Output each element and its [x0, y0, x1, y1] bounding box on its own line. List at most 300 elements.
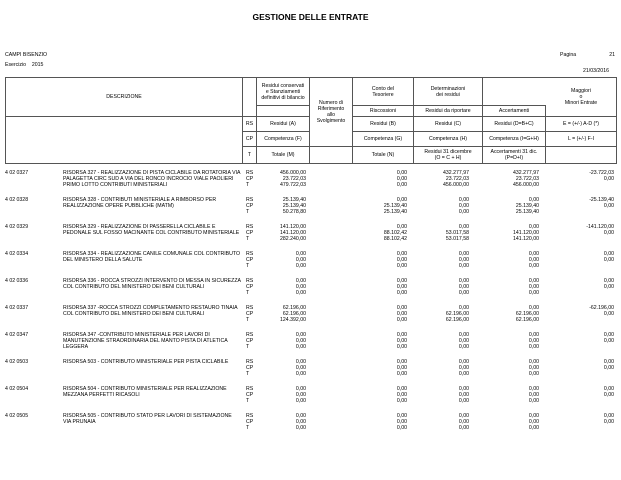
header-desc-space2 — [6, 132, 243, 147]
resource-code: 4 02 0329 — [5, 224, 29, 230]
amount-cell: 0,00 — [396, 391, 407, 398]
amount-cell: 0,00 — [396, 364, 407, 371]
maggiori-line: Maggiori — [571, 88, 591, 94]
row-type: RS — [246, 224, 254, 230]
amount-cell: 23.722,03 — [282, 175, 306, 182]
amount-cell: 0,00 — [458, 370, 469, 377]
value-column — [419, 198, 469, 215]
amount-cell — [564, 426, 614, 432]
value-column — [419, 225, 469, 242]
row-type: T — [246, 316, 250, 323]
header-residui-a: Residui (A) — [257, 117, 310, 132]
amount-cell: 0,00 — [396, 251, 407, 257]
residui-conservati-line: e Stanziamenti — [265, 88, 301, 95]
amount-cell: 0,00 — [528, 283, 539, 290]
amount-cell: 53.017,58 — [445, 235, 469, 242]
amount-cell: 62.196,00 — [515, 310, 539, 317]
value-column — [419, 279, 469, 296]
amount-cell — [564, 237, 614, 243]
value-column — [256, 414, 306, 431]
row-type: CP — [246, 418, 254, 425]
table-row — [5, 360, 616, 387]
value-column — [256, 225, 306, 242]
row-type: T — [246, 424, 250, 431]
resource-code: 4 02 0505 — [5, 413, 29, 419]
determinazioni-line: dei residui — [436, 91, 460, 98]
header-t: T — [243, 147, 257, 164]
row-type: T — [246, 397, 250, 404]
header-residui-c: Residui (C) — [414, 117, 483, 132]
row-type: RS — [246, 305, 254, 311]
row-type: T — [246, 181, 250, 188]
amount-cell: 0,00 — [458, 251, 469, 257]
header-rs: RS — [243, 117, 257, 132]
value-column — [256, 279, 306, 296]
row-type: CP — [246, 175, 254, 182]
amount-cell: 0,00 — [396, 289, 407, 296]
residui-31-line: (O = C + H) — [434, 155, 462, 161]
amount-cell: 0,00 — [458, 397, 469, 404]
amount-cell: 0,00 — [603, 359, 614, 365]
amount-cell: 0,00 — [458, 305, 469, 311]
resource-description: RISORSA 329 - REALIZZAZIONE DI PASSERELLA CICLABILE E PEDONALE SUL FOSSO MACINANTE COL CONTRIBUTO MINISTERIALE — [63, 224, 240, 236]
amount-cell: 0,00 — [603, 283, 614, 290]
header-e: E = (+/-) A-D (*) — [546, 117, 617, 132]
resource-description: RISORSA 503 - CONTRIBUTO MINISTERIALE PER PISTA CICLABILE — [63, 359, 229, 365]
amount-cell: 0,00 — [528, 224, 539, 230]
row-type: CP — [246, 337, 254, 344]
row-type: T — [246, 370, 250, 377]
table-row — [5, 306, 616, 333]
amount-cell: 0,00 — [396, 305, 407, 311]
conto-tesoriere-line: Conto del — [371, 85, 395, 92]
amount-cell: 0,00 — [396, 170, 407, 176]
value-column — [357, 171, 407, 188]
amount-cell: 0,00 — [603, 332, 614, 338]
value-column — [489, 387, 539, 404]
maggiori-line: o — [579, 94, 583, 100]
accertamenti-31-line: (P=D+I) — [504, 155, 524, 161]
numero-rif-line: Numero di — [319, 100, 343, 106]
amount-cell: 25.139,40 — [515, 208, 539, 215]
header-competenza-i: Competenza (I=G+H) — [483, 132, 546, 147]
amount-cell: 432.277,97 — [443, 170, 469, 176]
amount-cell: 0,00 — [603, 202, 614, 209]
table-row — [5, 198, 616, 225]
amount-cell: 0,00 — [295, 251, 306, 257]
amount-cell: 0,00 — [458, 332, 469, 338]
resource-code: 4 02 0504 — [5, 386, 29, 392]
value-column — [489, 252, 539, 269]
exercise-label: Esercizio — [5, 62, 27, 68]
header-residui-riportare: Residui da riportare — [414, 106, 483, 117]
amount-cell: 0,00 — [396, 310, 407, 317]
amount-cell: 0,00 — [528, 256, 539, 263]
amount-cell: 0,00 — [396, 418, 407, 425]
amount-cell: 0,00 — [528, 337, 539, 344]
header-residui-b: Residui (B) — [353, 117, 414, 132]
amount-cell: 0,00 — [603, 418, 614, 425]
numero-rif-line: Svolgimento — [316, 118, 346, 124]
amount-cell: 0,00 — [295, 397, 306, 404]
amount-cell: 0,00 — [603, 310, 614, 317]
table-row — [5, 387, 616, 414]
amount-cell: 0,00 — [396, 283, 407, 290]
amount-cell: 23.722,03 — [445, 175, 469, 182]
value-column — [419, 360, 469, 377]
header-accertamenti: Accertamenti — [483, 106, 546, 117]
value-column — [357, 198, 407, 215]
amount-cell: 0,00 — [396, 224, 407, 230]
amount-cell: 0,00 — [458, 418, 469, 425]
resource-description: RISORSA 336 - ROCCA STROZZI INTERVENTO DI MESSA IN SICUREZZA COL CONTRIBUTO DEL MINISTERO DEI BENI CULTURALI — [63, 278, 241, 290]
value-column — [256, 171, 306, 188]
table-row — [5, 414, 616, 441]
amount-cell: 25.139,40 — [383, 208, 407, 215]
amount-cell: 141.120,00 — [280, 224, 306, 230]
amount-cell: 62.196,00 — [445, 316, 469, 323]
header-spacer — [243, 78, 257, 117]
amount-cell: 0,00 — [458, 197, 469, 203]
amount-cell: 0,00 — [295, 364, 306, 371]
amount-cell: 0,00 — [528, 364, 539, 371]
entries-list — [5, 171, 616, 441]
value-column — [564, 279, 614, 296]
value-column — [564, 252, 614, 269]
value-column — [256, 360, 306, 377]
amount-cell: 62.196,00 — [282, 305, 306, 311]
amount-cell: 0,00 — [396, 337, 407, 344]
header-accertamenti-31 — [483, 147, 546, 164]
amount-cell: 0,00 — [458, 413, 469, 419]
amount-cell: 0,00 — [528, 359, 539, 365]
accertamenti-31-line: Accertamenti 31 dic. — [490, 149, 538, 155]
amount-cell: 0,00 — [458, 262, 469, 269]
amount-cell: 432.277,97 — [513, 170, 539, 176]
row-type: CP — [246, 256, 254, 263]
amount-cell: 0,00 — [528, 413, 539, 419]
amount-cell: 0,00 — [603, 386, 614, 392]
table-row — [5, 333, 616, 360]
resource-description: RISORSA 328 - CONTRIBUTI MINISTERIALE A RIMBORSO PER REALIZZAZIONE OPERE PUBBLICHE (MATM) — [63, 197, 217, 209]
amount-cell: 50.278,80 — [282, 208, 306, 215]
amount-cell: -62.196,00 — [589, 305, 614, 311]
amount-cell: 0,00 — [295, 370, 306, 377]
value-column — [256, 198, 306, 215]
amount-cell: 0,00 — [603, 175, 614, 182]
row-type: RS — [246, 359, 254, 365]
amount-cell: 0,00 — [528, 424, 539, 431]
value-column — [357, 387, 407, 404]
amount-cell: 0,00 — [295, 332, 306, 338]
value-column — [357, 252, 407, 269]
amount-cell: 23.722,03 — [515, 175, 539, 182]
amount-cell: 0,00 — [603, 251, 614, 257]
amount-cell — [564, 183, 614, 189]
numero-rif-line: Riferimento — [317, 106, 345, 112]
amount-cell: 141.120,00 — [513, 229, 539, 236]
amount-cell: 0,00 — [603, 391, 614, 398]
amount-cell: 0,00 — [528, 343, 539, 350]
header-competenza-f: Competenza (F) — [257, 132, 310, 147]
amount-cell — [564, 372, 614, 378]
amount-cell: 0,00 — [458, 289, 469, 296]
amount-cell: 124.392,00 — [280, 316, 306, 323]
amount-cell: -23.722,03 — [589, 170, 614, 176]
row-type: CP — [246, 364, 254, 371]
amount-cell: 0,00 — [458, 343, 469, 350]
report-title: GESTIONE DELLE ENTRATE — [252, 12, 369, 22]
row-type: RS — [246, 386, 254, 392]
amount-cell — [564, 318, 614, 324]
value-column — [357, 414, 407, 431]
amount-cell: 0,00 — [295, 262, 306, 269]
resource-description: RISORSA 337 -ROCCA STROZZI COMPLETAMENTO RESTAURO TINAIA COL CONTRIBUTO DEL MINISTERO DEI BENI CULTURALI — [63, 305, 238, 317]
resource-code: 4 02 0347 — [5, 332, 29, 338]
value-column — [564, 387, 614, 404]
amount-cell: 25.139,40 — [282, 197, 306, 203]
amount-cell: 62.196,00 — [282, 310, 306, 317]
value-column — [357, 333, 407, 350]
row-type: CP — [246, 283, 254, 290]
amount-cell: 0,00 — [396, 278, 407, 284]
amount-cell: 456.000,00 — [280, 170, 306, 176]
header-totale-m: Totale (M) — [257, 147, 310, 164]
resource-description: RISORSA 334 - REALIZZAZIONE CANILE COMUNALE COL CONTRIBUTO DEL MINISTERO DELLA SALUTE — [63, 251, 240, 263]
maggiori-line: Minori Entrate — [564, 100, 598, 106]
row-type: CP — [246, 202, 254, 209]
amount-cell: 25.139,40 — [515, 202, 539, 209]
resource-code: 4 02 0336 — [5, 278, 29, 284]
amount-cell: 88.102,42 — [383, 235, 407, 242]
row-type: RS — [246, 197, 254, 203]
value-column — [489, 414, 539, 431]
amount-cell: 25.139,40 — [282, 202, 306, 209]
header-l: L = (+/-) F-I — [546, 132, 617, 147]
amount-cell: 0,00 — [458, 386, 469, 392]
determinazioni-line: Determinazioni — [430, 85, 466, 92]
exercise-year: 2015 — [31, 62, 44, 68]
resource-code: 4 02 0328 — [5, 197, 29, 203]
amount-cell: 0,00 — [396, 316, 407, 323]
header-desc-space3 — [6, 147, 243, 164]
amount-cell: 0,00 — [528, 386, 539, 392]
value-column — [419, 414, 469, 431]
amount-cell: 0,00 — [396, 424, 407, 431]
amount-cell: 0,00 — [458, 256, 469, 263]
amount-cell: 0,00 — [458, 359, 469, 365]
table-row — [5, 279, 616, 306]
amount-cell: 0,00 — [295, 418, 306, 425]
amount-cell: 456.000,00 — [513, 181, 539, 188]
value-column — [489, 333, 539, 350]
amount-cell: 0,00 — [396, 359, 407, 365]
amount-cell: 0,00 — [396, 397, 407, 404]
row-type: T — [246, 289, 250, 296]
table-row — [5, 252, 616, 279]
amount-cell: 141.120,00 — [280, 229, 306, 236]
header-competenza-g: Competenza (G) — [353, 132, 414, 147]
value-column — [489, 225, 539, 242]
value-column — [489, 360, 539, 377]
amount-cell: 0,00 — [396, 386, 407, 392]
amount-cell: 141.120,00 — [513, 235, 539, 242]
value-column — [256, 387, 306, 404]
value-column — [419, 387, 469, 404]
residui-31-line: Residui 31 dicembre — [424, 149, 472, 155]
resource-description: RISORSA 505 - CONTRIBUTO STATO PER LAVORI DI SISTEMAZIONE VIA PRUNAIA — [63, 413, 232, 425]
amount-cell — [564, 399, 614, 405]
amount-cell: 0,00 — [295, 289, 306, 296]
table-row — [5, 171, 616, 198]
header-residui-d: Residui (D=B+C) — [483, 117, 546, 132]
amount-cell: 0,00 — [458, 424, 469, 431]
resource-code: 4 02 0337 — [5, 305, 29, 311]
amount-cell: 0,00 — [528, 289, 539, 296]
header-determinazioni — [414, 78, 483, 106]
row-type: T — [246, 262, 250, 269]
header-residui-conservati — [257, 78, 310, 106]
amount-cell: 0,00 — [295, 386, 306, 392]
value-column — [564, 171, 614, 188]
row-type: RS — [246, 251, 254, 257]
amount-cell: 0,00 — [396, 262, 407, 269]
amount-cell: -141.120,00 — [586, 224, 614, 230]
amount-cell: 0,00 — [528, 397, 539, 404]
header-table — [5, 77, 617, 164]
value-column — [357, 279, 407, 296]
value-column — [489, 171, 539, 188]
amount-cell: 0,00 — [603, 278, 614, 284]
header-conto-tesoriere — [353, 78, 414, 106]
amount-cell: 0,00 — [458, 224, 469, 230]
numero-rif-line: allo — [326, 112, 336, 118]
header-description: DESCRIZIONE — [6, 78, 243, 117]
value-column — [489, 279, 539, 296]
header-totale-n: Totale (N) — [353, 147, 414, 164]
value-column — [564, 360, 614, 377]
amount-cell: 0,00 — [458, 208, 469, 215]
amount-cell: 0,00 — [396, 343, 407, 350]
amount-cell: 0,00 — [458, 337, 469, 344]
value-column — [357, 306, 407, 323]
amount-cell: 0,00 — [528, 305, 539, 311]
amount-cell: 0,00 — [528, 251, 539, 257]
row-type: RS — [246, 332, 254, 338]
amount-cell: 282.240,00 — [280, 235, 306, 242]
value-column — [564, 225, 614, 242]
row-type: CP — [246, 310, 254, 317]
amount-cell: 0,00 — [603, 229, 614, 236]
row-type: T — [246, 343, 250, 350]
amount-cell: 0,00 — [603, 364, 614, 371]
header-numero-rif — [310, 78, 353, 147]
amount-cell: 0,00 — [295, 256, 306, 263]
value-column — [564, 198, 614, 215]
amount-cell: 62.196,00 — [515, 316, 539, 323]
amount-cell: 0,00 — [295, 424, 306, 431]
amount-cell: 0,00 — [396, 181, 407, 188]
table-row — [5, 225, 616, 252]
value-column — [489, 198, 539, 215]
header-desc-space — [6, 117, 243, 132]
residui-conservati-line: definitivi di bilancio — [261, 94, 305, 101]
resource-description: RISORSA 347 -CONTRIBUTO MINISTERIALE PER LAVORI DI MANUTENZIONE STRAORDINARIA DEL MANTO PISTA DI ATLETICA LEGGERA — [63, 332, 228, 350]
amount-cell: 0,00 — [528, 262, 539, 269]
row-type: T — [246, 208, 250, 215]
header-blank2 — [546, 147, 617, 164]
residui-conservati-line: Residui conservati — [261, 82, 305, 89]
value-column — [419, 171, 469, 188]
header-competenza-h: Competenza (H) — [414, 132, 483, 147]
header-cp: CP — [243, 132, 257, 147]
resource-code: 4 02 0503 — [5, 359, 29, 365]
header-spacer2 — [483, 78, 546, 106]
entity-name: CAMPI BISENZIO — [5, 52, 48, 58]
resource-code: 4 02 0334 — [5, 251, 29, 257]
amount-cell: 0,00 — [603, 413, 614, 419]
amount-cell: 0,00 — [396, 332, 407, 338]
amount-cell: 88.102,42 — [383, 229, 407, 236]
amount-cell: 0,00 — [396, 370, 407, 377]
value-column — [564, 414, 614, 431]
row-type: T — [246, 235, 250, 242]
page-number: 21 — [609, 52, 615, 58]
amount-cell: 0,00 — [396, 175, 407, 182]
amount-cell: 0,00 — [295, 337, 306, 344]
header-riscossioni: Riscossioni — [353, 106, 414, 117]
row-type: CP — [246, 229, 254, 236]
amount-cell: 0,00 — [528, 370, 539, 377]
amount-cell — [564, 210, 614, 216]
amount-cell: 0,00 — [295, 283, 306, 290]
amount-cell: 0,00 — [396, 413, 407, 419]
value-column — [256, 306, 306, 323]
amount-cell: 53.017,58 — [445, 229, 469, 236]
header-nr-space — [310, 147, 353, 164]
report-date: 21/03/2016 — [583, 68, 609, 74]
value-column — [489, 306, 539, 323]
amount-cell: 0,00 — [295, 278, 306, 284]
page-label: Pagina — [560, 52, 577, 58]
amount-cell — [564, 291, 614, 297]
resource-code: 4 02 0327 — [5, 170, 29, 176]
value-column — [256, 252, 306, 269]
amount-cell: 0,00 — [396, 197, 407, 203]
row-type: RS — [246, 413, 254, 419]
amount-cell: 0,00 — [528, 418, 539, 425]
amount-cell: 0,00 — [295, 343, 306, 350]
value-column — [564, 333, 614, 350]
amount-cell: 456.000,00 — [443, 181, 469, 188]
header-residui-31 — [414, 147, 483, 164]
amount-cell: 0,00 — [528, 391, 539, 398]
value-column — [419, 333, 469, 350]
amount-cell: 0,00 — [295, 391, 306, 398]
conto-tesoriere-line: Tesoriere — [372, 91, 394, 98]
amount-cell: 479.722,03 — [280, 181, 306, 188]
row-type: RS — [246, 278, 254, 284]
value-column — [419, 252, 469, 269]
amount-cell: 0,00 — [458, 283, 469, 290]
amount-cell: 0,00 — [458, 278, 469, 284]
amount-cell: 0,00 — [295, 359, 306, 365]
value-column — [419, 306, 469, 323]
amount-cell: 0,00 — [603, 337, 614, 344]
amount-cell: 0,00 — [295, 413, 306, 419]
header-blank — [257, 106, 310, 117]
header-maggiori — [546, 78, 617, 117]
